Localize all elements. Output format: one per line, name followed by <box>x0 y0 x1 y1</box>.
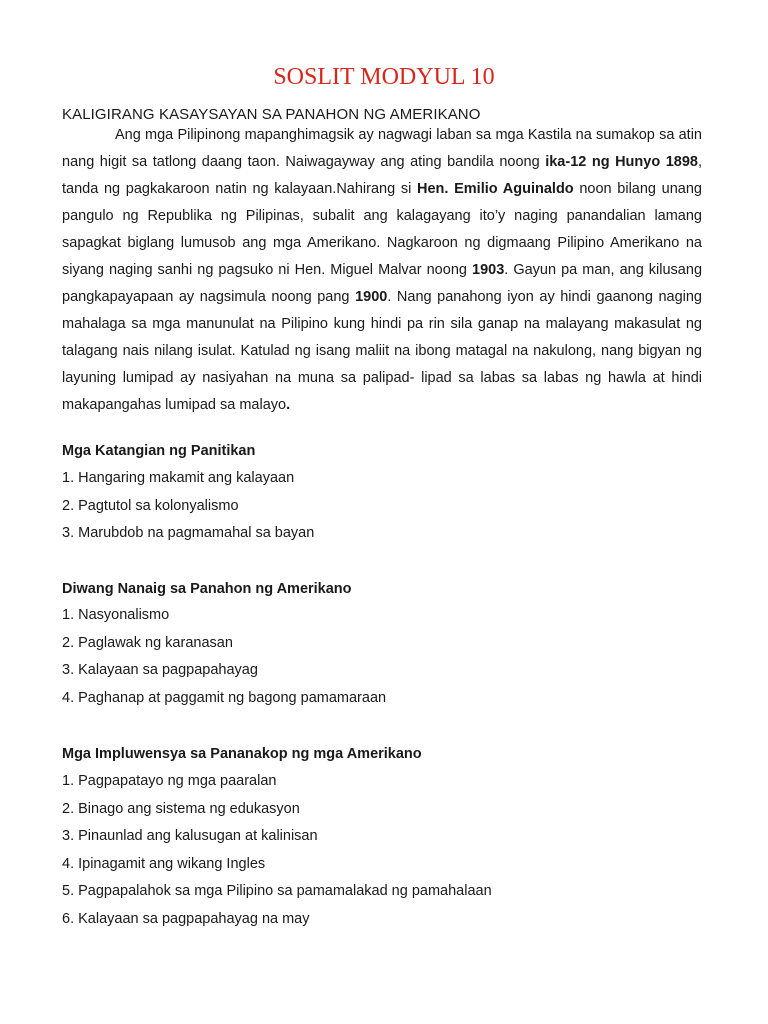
list-item: 3. Kalayaan sa pagpapahayag <box>62 662 258 678</box>
list-item: 2. Pagtutol sa kolonyalismo <box>62 497 239 514</box>
list-item: 6. Kalayaan sa pagpapahayag na may <box>62 910 310 927</box>
section-heading-katangian: Mga Katangian ng Panitikan <box>62 443 256 459</box>
list-katangian <box>62 465 314 548</box>
paragraph-text: noon bilang unang pangulo ng Republika ng Pilipinas, subalit ang kalagayang ito’y naging panandalian lamang sapagkat biglang lumusob ang mga Amerikano. Nagkaroon ng digmaang Pilipino Amerikano na siyang naging sanhi ng pagsuko ni Hen. Miguel Malvar noong <box>62 181 702 278</box>
list-item: 3. Marubdob na pagmamahal sa bayan <box>62 525 315 541</box>
list-item: 1. Nasyonalismo <box>62 607 170 623</box>
main-heading: KALIGIRANG KASAYSAYAN SA PANAHON NG AMERIKANO <box>62 106 481 123</box>
paragraph-bold-year: 1903 <box>472 262 505 278</box>
list-item: 4. Ipinagamit ang wikang Ingles <box>62 855 266 872</box>
paragraph-text: . Gayun pa man, ang kilusang pangkapayapaan ay nagsimula noong pang <box>62 262 703 305</box>
paragraph-bold-date: ika-12 ng Hunyo 1898 <box>545 154 698 170</box>
paragraph-text: Ang mga Pilipinong mapanghimagsik ay nagwagi laban sa mga Kastila na sumakop sa atin nang higit sa tatlong daang taon. Naiwagayway ang ating bandila noong <box>62 127 702 170</box>
paragraph-text: . Nang panahong iyon ay hindi gaanong naging mahalaga sa mga manunulat na Pilipino kung hindi pa rin sila ganap na malayang makasulat ng talagang nais nilang isulat. Katulad ng isang maliit na ibong matagal na nakulong, nang bigyan ng layuning lumipad ay nasiyahan na muna sa palipad- lipad sa labas sa labas ng hawla at hindi makapangahas lumipad sa malayo <box>62 289 702 413</box>
intro-paragraph <box>62 122 702 419</box>
list-item: 3. Pinaunlad ang kalusugan at kalinisan <box>62 828 318 844</box>
paragraph-bold-name: Hen. Emilio Aguinaldo <box>417 181 574 197</box>
list-item: 1. Hangaring makamit ang kalayaan <box>62 470 295 486</box>
list-item: 4. Paghanap at paggamit ng bagong pamamaraan <box>62 689 387 706</box>
list-diwang <box>62 602 386 712</box>
list-item: 1. Pagpapatayo ng mga paaralan <box>62 773 277 789</box>
list-item: 2. Paglawak ng karanasan <box>62 634 233 651</box>
paragraph-bold-year: 1900 <box>355 289 388 305</box>
list-impluwensya <box>62 768 492 933</box>
page-title: SOSLIT MODYUL 10 <box>273 64 495 90</box>
paragraph-text: , tanda ng pagkakaroon natin ng kalayaan.Nahirang si <box>62 154 702 197</box>
section-heading-diwang: Diwang Nanaig sa Panahon ng Amerikano <box>62 581 352 597</box>
list-item: 2. Binago ang sistema ng edukasyon <box>62 800 300 817</box>
section-heading-impluwensya: Mga Impluwensya sa Pananakop ng mga Amerikano <box>62 746 422 762</box>
paragraph-bold-period: . <box>286 397 291 413</box>
list-item: 5. Pagpapalahok sa mga Pilipino sa pamamalakad ng pamahalaan <box>62 883 492 899</box>
